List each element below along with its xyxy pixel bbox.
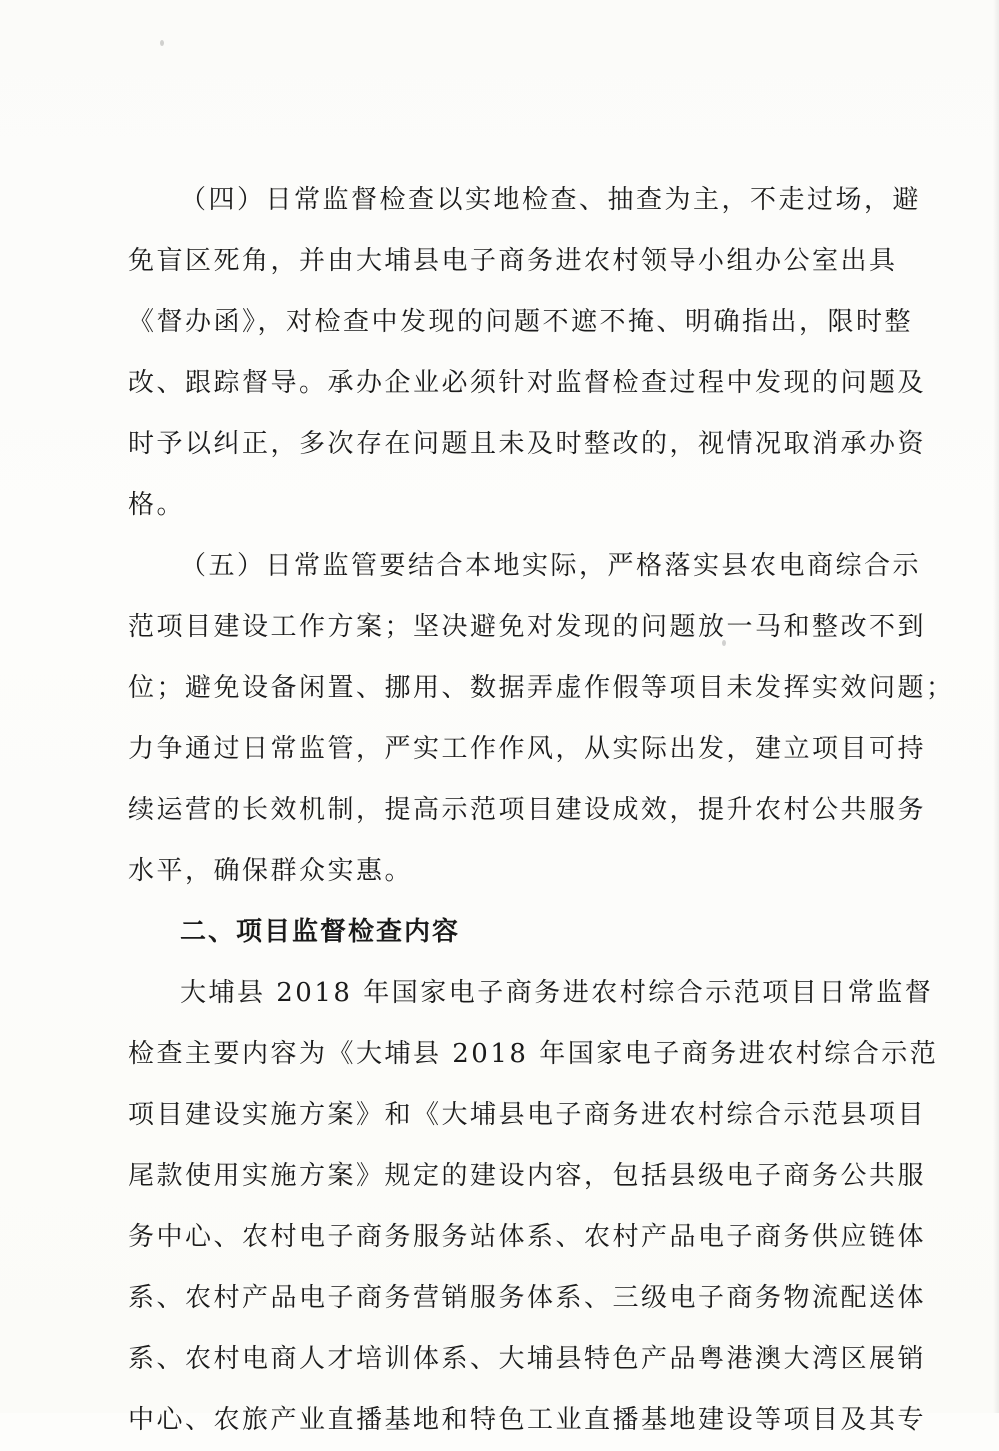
text-line: 力争通过日常监管，严实工作作风，从实际出发，建立项目可持 — [128, 734, 927, 764]
section-heading: 二、项目监督检查内容 — [180, 917, 461, 947]
text-line: 尾款使用实施方案》规定的建设内容，包括县级电子商务公共服 — [128, 1161, 927, 1191]
text-line: 系、农村电商人才培训体系、大埔县特色产品粤港澳大湾区展销 — [128, 1344, 927, 1374]
paragraph-item-5 — [128, 536, 955, 902]
text-line: 系、农村产品电子商务营销服务体系、三级电子商务物流配送体 — [128, 1283, 927, 1313]
text-line: 范项目建设工作方案；坚决避免对发现的问题放一马和整改不到 — [128, 612, 927, 642]
document-body — [128, 170, 955, 1451]
text-line: 改、跟踪督导。承办企业必须针对监督检查过程中发现的问题及 — [128, 368, 927, 398]
text-line: 项目建设实施方案》和《大埔县电子商务进农村综合示范县项目 — [128, 1100, 927, 1130]
text-line: 水平，确保群众实惠。 — [128, 856, 414, 886]
text-line: 位；避免设备闲置、挪用、数据弄虚作假等项目未发挥实效问题； — [128, 673, 955, 703]
text-line: 免盲区死角，并由大埔县电子商务进农村领导小组办公室出具 — [128, 246, 898, 276]
text-line: （四）日常监督检查以实地检查、抽查为主，不走过场，避 — [180, 185, 922, 215]
scan-edge-shadow — [993, 0, 999, 1413]
text-line: 续运营的长效机制，提高示范项目建设成效，提升农村公共服务 — [128, 795, 927, 825]
text-line: 中心、农旅产业直播基地和特色工业直播基地建设等项目及其专 — [128, 1405, 927, 1435]
scan-speck — [160, 40, 164, 46]
paragraph-section-content — [128, 963, 939, 1451]
paragraph-item-4 — [128, 170, 927, 536]
text-line: 务中心、农村电子商务服务站体系、农村产品电子商务供应链体 — [128, 1222, 927, 1252]
text-line: 《督办函》，对检查中发现的问题不遮不掩、明确指出，限时整 — [128, 307, 914, 337]
text-line: 时予以纠正，多次存在问题且未及时整改的，视情况取消承办资 — [128, 429, 927, 459]
text-line: （五）日常监管要结合本地实际，严格落实县农电商综合示 — [180, 551, 922, 581]
text-line: 检查主要内容为《大埔县 2018 年国家电子商务进农村综合示范 — [128, 1039, 939, 1069]
text-line: 格。 — [128, 490, 186, 520]
text-line: 大埔县 2018 年国家电子商务进农村综合示范项目日常监督 — [180, 978, 934, 1008]
